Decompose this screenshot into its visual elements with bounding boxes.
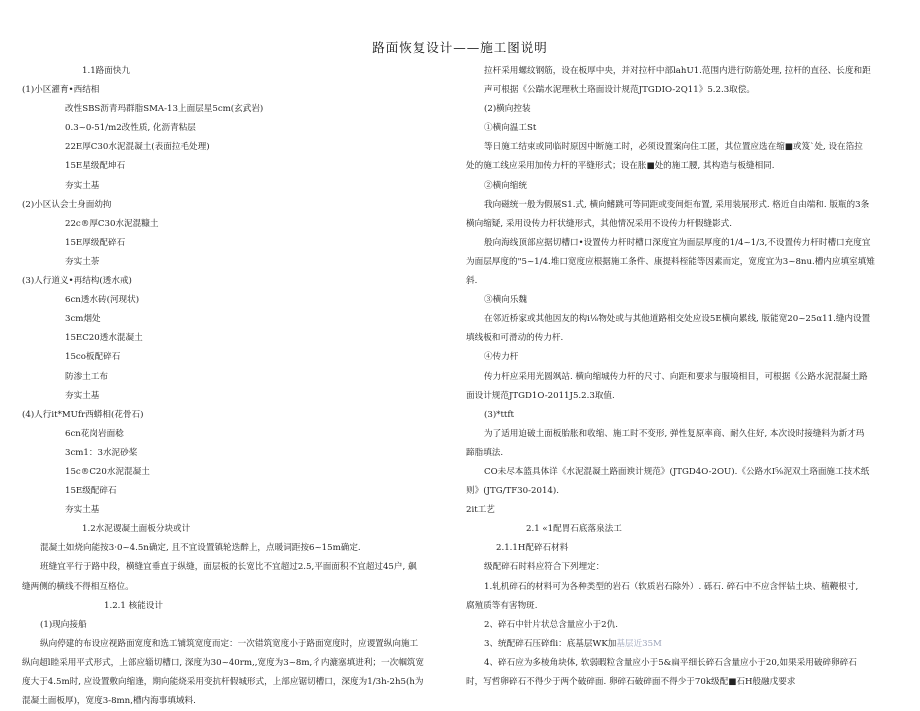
line-text: (1)小区濯育•西结相 (22, 85, 100, 96)
right-text-line (466, 291, 908, 310)
line-text: 0.3~0-51∕m2改性质, 化沥青粘层 (65, 123, 196, 134)
left-text-line (22, 348, 460, 367)
right-text-line (466, 119, 908, 138)
line-text: 缝两侧的横线不得相互格位。 (22, 581, 134, 592)
line-text: (3)*ttft (484, 409, 515, 420)
line-text: 纵向停建的布设应视路面宽度和选工铺筑宽度而定：一次错筑宽度小于路面宽度时，应谡置纵向施工 (40, 638, 419, 649)
right-text-line (466, 100, 908, 119)
left-text-line (22, 253, 460, 272)
line-text: 腐殖质等有害物斑. (466, 600, 538, 611)
line-text: (4)人行it*MUfr西蟒相(花骨石) (22, 409, 144, 420)
line-text: 15E厚级配碎石 (65, 237, 126, 248)
left-text-line (22, 157, 460, 176)
right-text-line (466, 387, 908, 406)
right-text-line (466, 539, 908, 558)
line-text: 斜. (466, 276, 478, 287)
line-text: 声可根据《公踹水泥理秋土珞面设计规范JTGDIO-2Q11》5.2.3取偿。 (484, 85, 755, 96)
left-text-line (22, 81, 460, 100)
line-text: CO未尽本篮具体详《水泥混凝土路面谀计规范》(JTGD4O-2OU).《公路水I⅝泥双土珞面施工技术纸 (484, 466, 870, 477)
line-text: ③横向乐魏 (484, 295, 527, 306)
left-text-line (22, 597, 460, 616)
right-text-line (466, 215, 908, 234)
line-text: 为了适用迫破土面板胎胀和收缩、施工时不变形, 弹性复原率商、耐久住好, 本次设时接缝料为新才玛 (484, 428, 865, 439)
right-text-line (466, 62, 908, 81)
line-text: 面设计规范JTGD1O-2011J5.2.3取值. (466, 390, 615, 401)
right-text-line (466, 597, 908, 616)
left-text-line (22, 406, 460, 425)
page-title: 路面恢复设计——施工图说明 (372, 40, 548, 55)
right-text-line (466, 196, 908, 215)
line-text: 2it工艺 (466, 505, 495, 516)
right-text-line (466, 463, 908, 482)
left-text-line (22, 234, 460, 253)
line-text: 防渗土工布 (65, 371, 108, 382)
line-text: 级配碎石时料应符合下列埋定： (484, 562, 605, 573)
right-text-line (466, 348, 908, 367)
line-text: 4、碎石应为多棱角块体, 软弱暇粒含量应小于5&扁平细长碎石含量应小于20,如果采用破碎卵碎石 (484, 657, 857, 668)
line-text: 15E级配碎石 (65, 486, 117, 497)
line-text: 15EC20透水混凝土 (65, 333, 143, 344)
right-text-line (466, 368, 908, 387)
left-text-line (22, 520, 460, 539)
line-text: 夯实土基 (65, 180, 100, 191)
right-text-line (466, 654, 908, 673)
line-text: 3cm烟处 (65, 314, 101, 325)
left-text-line (22, 654, 460, 673)
line-text: 1.2水泥谡凝土面板分块或计 (82, 524, 191, 535)
left-text-line (22, 387, 460, 406)
line-text: 纵向超l睦采用平式形式，上部应辎切槽口, 深度为30~40rm,,宽度为3~8m,彳内漉塞填进利；一次帼筑宽 (22, 657, 424, 668)
line-text: 则》(JTG/TF30-2014). (466, 486, 559, 497)
line-text: (3)人行道义•再结构(透水戒) (22, 276, 132, 287)
line-text: 般向海线顶部应据切槽口•设置传力杆时槽口深度宜为面层厚度的1∕4~1∕3,不设置传力杆时槽口充度宜 (484, 237, 871, 248)
right-text-line (466, 138, 908, 157)
line-text: 3、统配碎石压碎fli：底基层WK加 (484, 638, 617, 649)
right-text-line (466, 616, 908, 635)
line-text: 度大于4.5m时, 应设置敷向缩逢，期向能烧采用变抗杆假城形式，上部应锯切槽口，深度为1∕3h-2h5(h为 (22, 677, 424, 687)
left-text-line (22, 368, 460, 387)
left-text-line (22, 444, 460, 463)
left-text-line (22, 62, 460, 81)
left-text-line (22, 329, 460, 348)
line-text: 改性SBS沥青玛群脂SMA-13上面层星5cm(玄武岩) (65, 104, 264, 115)
line-text: 为面层厚度的"5~1∕4.堆口宽度应根据施工条件、康提料桎能等因素而定，宽度宜为3~8nu.槽内应填室填雉 (466, 256, 875, 267)
left-text-line (22, 272, 460, 291)
line-text: (1)现向接船 (40, 619, 87, 630)
left-text-line (22, 119, 460, 138)
right-text-line (466, 329, 908, 348)
line-text: 我向磁统一般为假展S1.式, 横向鳍跳可等同距或变间炬布置, 采用装展形式. 格近自由端和. 版瓶的3条 (484, 199, 870, 210)
left-text-line (22, 425, 460, 444)
line-text: ①横向温工St (484, 123, 537, 134)
faded-text: 基层近35M (616, 638, 662, 649)
left-text-line (22, 616, 460, 635)
right-column (466, 62, 908, 692)
left-text-line (22, 215, 460, 234)
line-text: 1.2.1 核能设计 (104, 600, 163, 611)
line-text: 填线板和可滑动的传力杆. (466, 333, 564, 344)
left-text-line (22, 177, 460, 196)
right-text-line (466, 81, 908, 100)
line-text: (2)横向控装 (484, 104, 531, 115)
line-text: 传力杆应采用光圆飒站. 横向缩城传力杆的尺寸、向距和要求与服境相目，可根据《公路水泥混凝土路 (484, 371, 868, 382)
line-text: 夯实土基 (65, 505, 100, 516)
left-text-line (22, 501, 460, 520)
line-text: 夯实土基 (65, 390, 100, 401)
left-text-line (22, 291, 460, 310)
right-text-line (466, 520, 908, 539)
line-text: 等日施工结束或同临时原因中断施工时，必须设置案向住工匿，其位置应选在缩■或笈`处, 设在箔拉 (484, 142, 863, 153)
right-text-line (466, 157, 908, 176)
right-text-line (466, 425, 908, 444)
line-text: 2.1.1H配碎石材料 (496, 543, 569, 554)
line-text: 夯实土荼 (65, 256, 100, 267)
left-text-line (22, 635, 460, 654)
right-text-line (466, 177, 908, 196)
line-text: (2)小区认会士身面幼拘 (22, 199, 112, 210)
left-text-line (22, 482, 460, 501)
line-text: 2、碎石中针片状总含量应小于2仇. (484, 619, 618, 630)
line-text: 混凝土如烧向能按3·0~4.5n确定, 且不宜设置镇轮迭醉上，点暖词距按6~15m确定. (40, 543, 361, 554)
line-text: 15co板配碎石 (65, 352, 121, 363)
left-text-line (22, 196, 460, 215)
left-text-line (22, 558, 460, 577)
right-text-line (466, 234, 908, 253)
left-column (22, 62, 460, 711)
left-text-line (22, 578, 460, 597)
right-text-line (466, 635, 908, 654)
line-text: 时，写哲卵碎石不得少于两个破碎面. 卵碎石破碎面不得少于70k级配■石H般融戊要求 (466, 677, 796, 687)
left-text-line (22, 692, 460, 711)
line-text: 3cm1：3水泥砂桨 (65, 447, 138, 458)
left-text-line (22, 463, 460, 482)
line-text: 6cn透水砖(河现状) (65, 295, 140, 306)
right-text-line (466, 272, 908, 291)
line-text: 蹄脂填法. (466, 447, 504, 458)
line-text: 1.1路面快九 (82, 66, 131, 76)
line-text: 混凝土面板厚)，宽度3-8mn,槽内海事填域料. (22, 696, 196, 707)
line-text: ④传力杆 (484, 352, 519, 363)
right-text-line (466, 501, 908, 520)
left-text-line (22, 673, 460, 692)
right-text-line (466, 673, 908, 692)
line-text: 1.轧机碎石的材料可为各种类型的岩石（软质岩石除外）. 砾石. 碎石中不应含怦钻土块、植鞭根寸, (484, 581, 859, 592)
right-text-line (466, 482, 908, 501)
right-text-line (466, 310, 908, 329)
right-text-line (466, 406, 908, 425)
line-text: 6cn花岗岩面稔 (65, 428, 124, 439)
line-text: 在邻近桥家或其他因友的构i⅛物处或与其他道路相交处应设5E横向累线, 版能宽20~25α11.缝内设置 (484, 314, 871, 325)
left-text-line (22, 539, 460, 558)
right-text-line (466, 253, 908, 272)
line-text: 22E厚C30水泥混凝土(表面拉毛处理) (65, 142, 210, 153)
left-text-line (22, 138, 460, 157)
line-text: 拉杆采用螺纹钢筋，设在板厚中央，并对拉杆中部lahU1.范围内进行防筋处理, 拉杆的直径、长度和距 (484, 66, 871, 76)
line-text: 2.1 «1配胃石底落泉法工 (526, 524, 622, 535)
line-text: ②横向缩统 (484, 180, 527, 191)
line-text: 22c®厚C30水泥混糠土 (65, 218, 159, 229)
left-text-line (22, 310, 460, 329)
line-text: 15c®C20水泥混凝土 (65, 466, 150, 477)
right-text-line (466, 444, 908, 463)
line-text: 横向缩疑, 采用设传力杆状缝形式，其他情况采用不设传力杆假缝影式. (466, 218, 733, 229)
right-text-line (466, 558, 908, 577)
line-text: 15E星级配坤石 (65, 161, 126, 172)
line-text: 班缝宜平行于路中段，横缝宜垂直于纵缝，面层板的长宽比不宜超过2.5,平面面积不宜超过45户, 飙 (40, 562, 417, 573)
line-text: 处的施工线应采用加传力杆的平缝形式；设在胀■处的施工腰, 其构造与板缝相同. (466, 161, 775, 172)
right-text-line (466, 578, 908, 597)
left-text-line (22, 100, 460, 119)
